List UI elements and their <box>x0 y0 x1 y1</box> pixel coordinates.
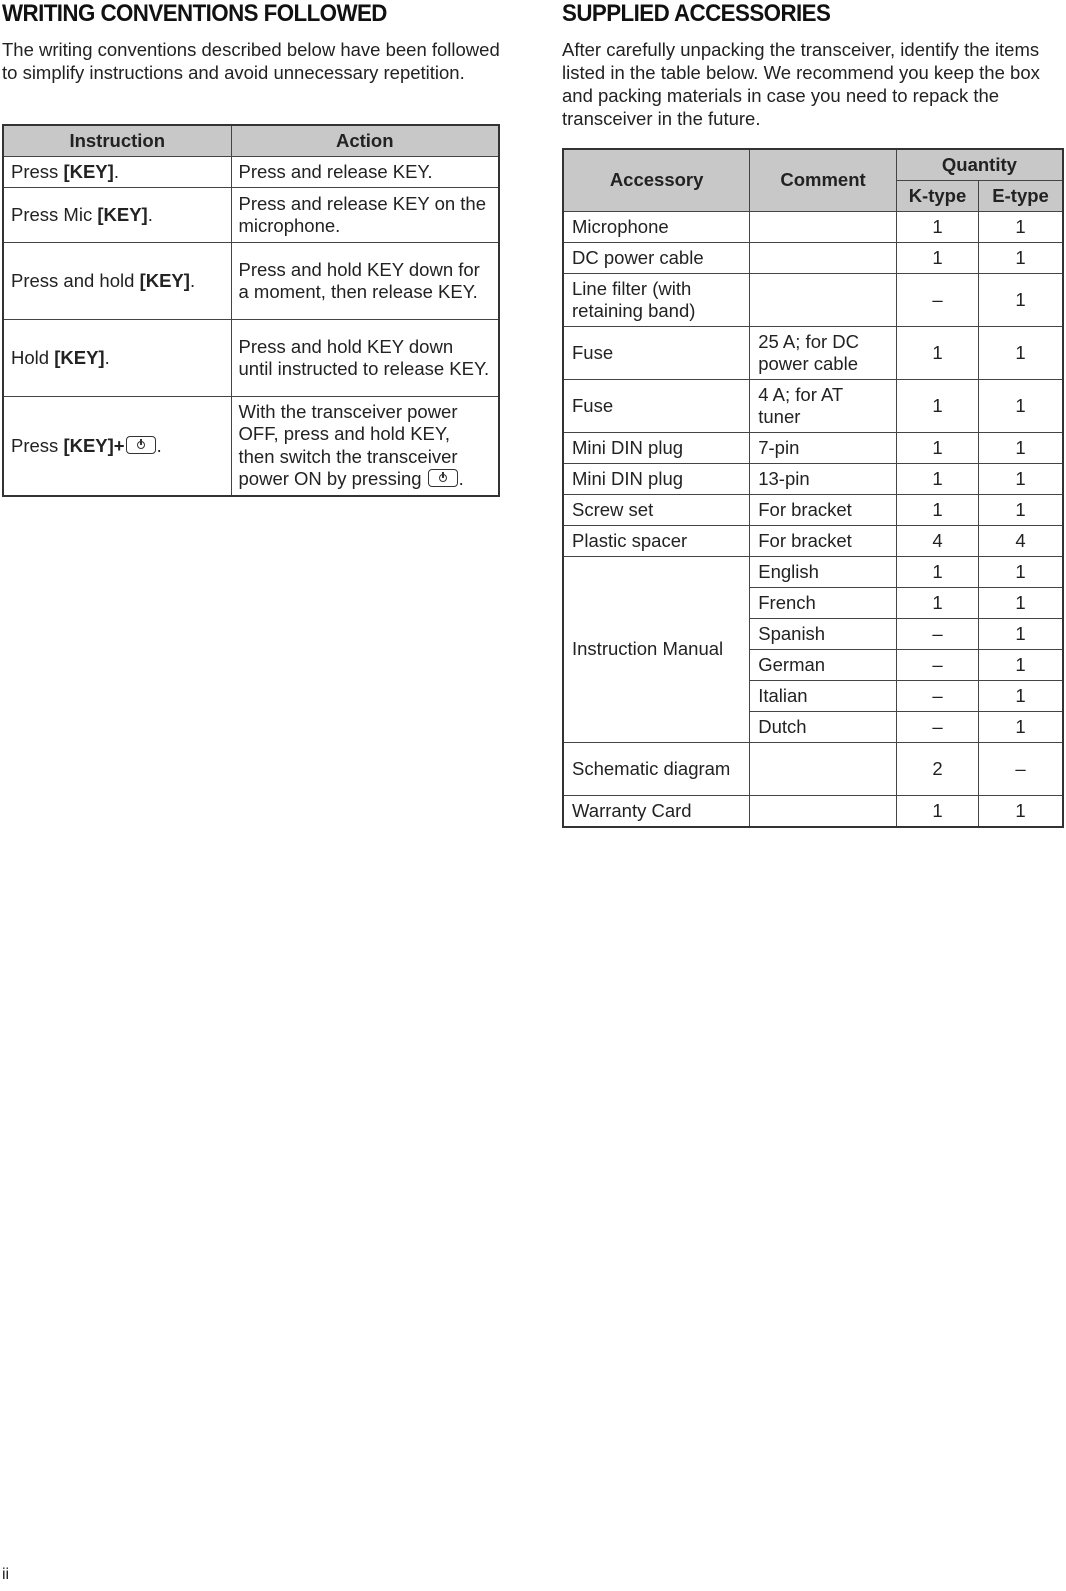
table-row <box>563 433 1063 464</box>
e-type-qty: 1 <box>979 796 1063 828</box>
e-type-qty: 1 <box>979 650 1063 681</box>
k-type-qty: – <box>896 650 978 681</box>
instruction-cell <box>3 397 231 496</box>
table-row <box>3 320 499 397</box>
instruction-text: Press and hold <box>11 269 140 291</box>
table-row <box>563 464 1063 495</box>
table-row <box>563 274 1063 327</box>
e-type-qty: 1 <box>979 619 1063 650</box>
e-type-qty: – <box>979 743 1063 796</box>
instruction-cell <box>3 243 231 320</box>
table-row <box>3 157 499 188</box>
k-type-qty: 1 <box>896 464 978 495</box>
action-cell: Press and hold KEY down for a moment, then release KEY. <box>231 243 499 320</box>
section-heading: WRITING CONVENTIONS FOLLOWED <box>2 0 387 27</box>
k-type-qty: 1 <box>896 495 978 526</box>
e-type-qty: 4 <box>979 526 1063 557</box>
instruction-text: . <box>104 346 110 368</box>
e-type-qty: 1 <box>979 495 1063 526</box>
table-header-row <box>563 149 1063 181</box>
power-key-icon <box>126 436 156 454</box>
comment-cell: Dutch <box>750 712 897 743</box>
e-type-qty: 1 <box>979 588 1063 619</box>
table-row <box>563 380 1063 433</box>
comment-cell: For bracket <box>750 495 897 526</box>
comment-cell: For bracket <box>750 526 897 557</box>
column-header: E-type <box>979 181 1063 212</box>
action-cell <box>231 397 499 496</box>
table-row <box>563 495 1063 526</box>
e-type-qty: 1 <box>979 681 1063 712</box>
action-cell: Press and release KEY. <box>231 157 499 188</box>
comment-cell: 13-pin <box>750 464 897 495</box>
k-type-qty: – <box>896 619 978 650</box>
action-cell: Press and hold KEY down until instructed to release KEY. <box>231 320 499 397</box>
comment-cell: Italian <box>750 681 897 712</box>
column-header: K-type <box>896 181 978 212</box>
accessories-table <box>562 148 1064 828</box>
e-type-qty: 1 <box>979 274 1063 327</box>
k-type-qty: 1 <box>896 212 978 243</box>
key-label: [KEY] <box>63 160 114 182</box>
instruction-text: Press <box>11 160 64 182</box>
k-type-qty: 1 <box>896 243 978 274</box>
instruction-text: . <box>113 160 119 182</box>
k-type-qty: 1 <box>896 796 978 828</box>
table-row <box>3 243 499 320</box>
instruction-text: . <box>189 269 196 291</box>
e-type-qty: 1 <box>979 212 1063 243</box>
instruction-text: Press <box>11 434 64 456</box>
k-type-qty: 1 <box>896 380 978 433</box>
table-header-row <box>3 125 499 157</box>
section-intro: After carefully unpacking the transceiver, identify the items listed in the table below. We recommend you keep the box and packing materials in case you need to repack the transceiver in the future. <box>562 39 1040 129</box>
accessory-cell: Mini DIN plug <box>563 464 750 495</box>
e-type-qty: 1 <box>979 243 1063 274</box>
comment-cell: German <box>750 650 897 681</box>
instruction-text: Hold <box>11 346 55 368</box>
comment-cell: 4 A; for AT tuner <box>750 380 897 433</box>
accessory-cell: Mini DIN plug <box>563 433 750 464</box>
table-row <box>3 188 499 243</box>
table-row <box>563 212 1063 243</box>
instruction-text: Press Mic <box>11 203 98 225</box>
e-type-qty: 1 <box>979 557 1063 588</box>
section-heading: SUPPLIED ACCESSORIES <box>562 0 831 27</box>
comment-cell <box>750 743 897 796</box>
key-label: [KEY] <box>54 346 105 368</box>
accessory-cell: Instruction Manual <box>563 557 750 743</box>
e-type-qty: 1 <box>979 327 1063 380</box>
k-type-qty: 4 <box>896 526 978 557</box>
table-row <box>563 557 1063 588</box>
instruction-cell <box>3 157 231 188</box>
accessory-cell: Screw set <box>563 495 750 526</box>
table-row <box>563 327 1063 380</box>
table-row <box>563 243 1063 274</box>
comment-cell <box>750 243 897 274</box>
key-label: [KEY] <box>97 203 148 225</box>
key-label: [KEY] <box>139 269 190 291</box>
table-row <box>563 743 1063 796</box>
k-type-qty: 1 <box>896 588 978 619</box>
action-text: With the transceiver power OFF, press and hold KEY, then switch the transceiver power ON by pressing <box>238 400 458 490</box>
comment-cell <box>750 274 897 327</box>
e-type-qty: 1 <box>979 712 1063 743</box>
k-type-qty: – <box>896 712 978 743</box>
comment-cell <box>750 212 897 243</box>
e-type-qty: 1 <box>979 433 1063 464</box>
k-type-qty: 2 <box>896 743 978 796</box>
comment-cell <box>750 796 897 828</box>
k-type-qty: 1 <box>896 433 978 464</box>
column-header: Quantity <box>896 149 1063 181</box>
column-header: Comment <box>750 149 897 212</box>
comment-cell: 7-pin <box>750 433 897 464</box>
writing-conventions-section <box>2 0 500 490</box>
accessory-cell: Line filter (with retaining band) <box>563 274 750 327</box>
accessory-cell: Warranty Card <box>563 796 750 828</box>
accessory-cell: Fuse <box>563 327 750 380</box>
accessory-cell: Microphone <box>563 212 750 243</box>
e-type-qty: 1 <box>979 380 1063 433</box>
instruction-text: . <box>156 434 162 456</box>
instruction-cell <box>3 188 231 243</box>
table-row <box>563 796 1063 828</box>
conventions-table <box>2 124 500 497</box>
column-header: Accessory <box>563 149 750 212</box>
instruction-text: . <box>147 203 153 225</box>
action-text: . <box>458 468 464 490</box>
accessory-cell: Fuse <box>563 380 750 433</box>
comment-cell: 25 A; for DC power cable <box>750 327 897 380</box>
accessory-cell: Plastic spacer <box>563 526 750 557</box>
instruction-cell <box>3 320 231 397</box>
k-type-qty: 1 <box>896 557 978 588</box>
comment-cell: English <box>750 557 897 588</box>
section-intro: The writing conventions described below have been followed to simplify instructions and avoid unnecessary repetition. <box>2 39 500 83</box>
accessory-cell: Schematic diagram <box>563 743 750 796</box>
k-type-qty: – <box>896 681 978 712</box>
k-type-qty: – <box>896 274 978 327</box>
table-row <box>563 526 1063 557</box>
power-key-icon <box>428 469 458 487</box>
table-row <box>3 397 499 496</box>
comment-cell: French <box>750 588 897 619</box>
accessory-cell: DC power cable <box>563 243 750 274</box>
e-type-qty: 1 <box>979 464 1063 495</box>
k-type-qty: 1 <box>896 327 978 380</box>
supplied-accessories-section <box>562 0 1064 821</box>
action-cell: Press and release KEY on the microphone. <box>231 188 499 243</box>
page-number: ii <box>2 1566 10 1583</box>
comment-cell: Spanish <box>750 619 897 650</box>
key-label: [KEY]+ <box>63 434 125 456</box>
column-header: Action <box>231 125 499 157</box>
column-header: Instruction <box>3 125 231 157</box>
